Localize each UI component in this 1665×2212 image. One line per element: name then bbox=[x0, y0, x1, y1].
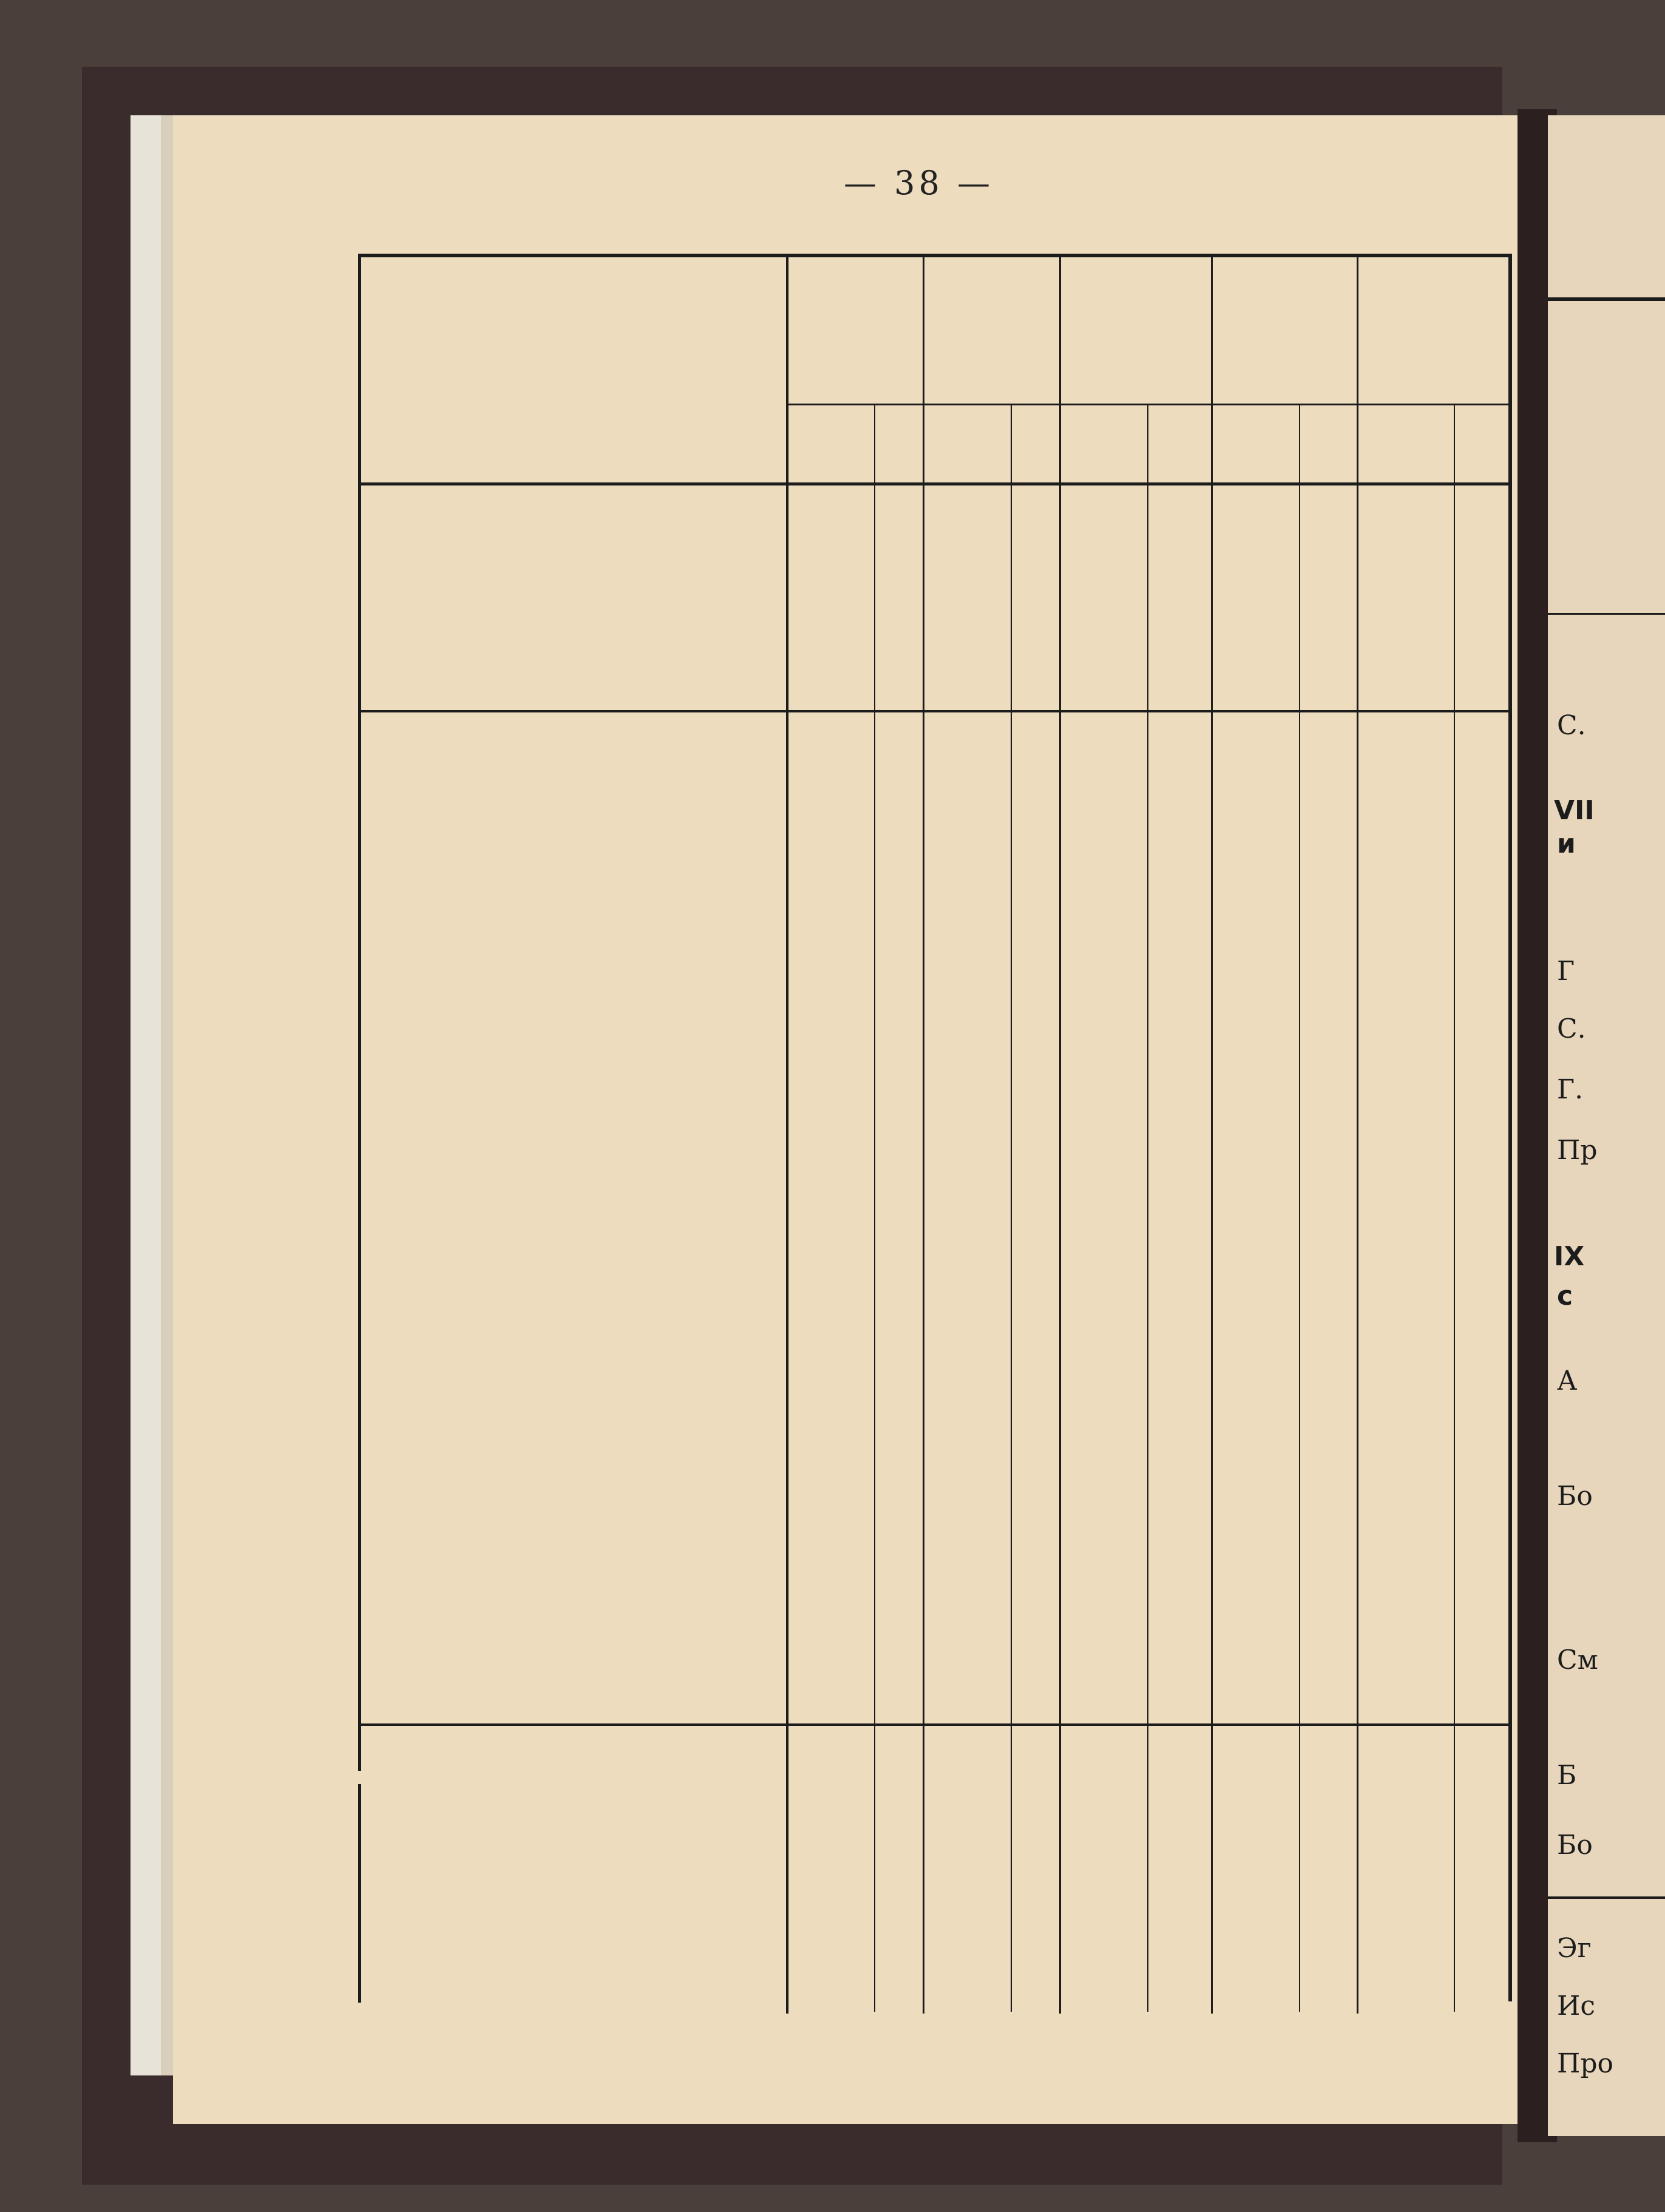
right-page-fragment: Г. bbox=[1557, 1074, 1584, 1105]
right-page-fragment: См bbox=[1557, 1645, 1598, 1676]
header-subgroup-rule bbox=[786, 404, 1511, 405]
right-page-top-rule bbox=[1548, 297, 1665, 301]
right-page-rule bbox=[1548, 613, 1665, 615]
table-top-rule bbox=[361, 254, 1511, 257]
group-divider bbox=[1357, 254, 1358, 2014]
right-page-fragment: С. bbox=[1557, 710, 1586, 741]
right-page bbox=[1548, 115, 1665, 2136]
right-page-rule-lower bbox=[1548, 1896, 1665, 1899]
table-left-rule-lower bbox=[358, 1784, 361, 2003]
right-page-fragment: Ис bbox=[1557, 1990, 1596, 2021]
left-page bbox=[173, 115, 1536, 2124]
right-page-fragment: Г bbox=[1557, 956, 1575, 987]
right-page-fragment: с bbox=[1557, 1280, 1573, 1311]
right-page-fragment: Б bbox=[1557, 1760, 1577, 1791]
right-page-fragment: Бо bbox=[1557, 1481, 1593, 1512]
subcolumn-divider bbox=[1454, 404, 1455, 2012]
right-page-fragment: А bbox=[1557, 1365, 1578, 1396]
subtotal-rule bbox=[361, 710, 1511, 712]
table-right-rule bbox=[1508, 254, 1512, 2001]
right-page-fragment: и bbox=[1557, 828, 1576, 859]
group-divider bbox=[1059, 254, 1061, 2014]
subcolumn-divider bbox=[1147, 404, 1148, 2012]
subcolumn-divider bbox=[1011, 404, 1012, 2012]
group-divider bbox=[923, 254, 924, 2014]
label-column-rule bbox=[786, 254, 788, 2014]
right-page-fragment: Бо bbox=[1557, 1830, 1593, 1861]
right-page-fragment: Про bbox=[1557, 2048, 1614, 2079]
header-bottom-rule bbox=[361, 482, 1511, 485]
subtotal-rule bbox=[361, 1723, 1511, 1726]
right-page-fragment: VII bbox=[1554, 795, 1595, 826]
subcolumn-divider bbox=[1299, 404, 1300, 2012]
right-page-fragment: Эг bbox=[1557, 1933, 1592, 1964]
page-number: — 38 — bbox=[844, 164, 994, 202]
right-page-fragment: IX bbox=[1554, 1241, 1585, 1272]
right-page-fragment: Пр bbox=[1557, 1135, 1598, 1166]
group-divider bbox=[1211, 254, 1213, 2014]
subcolumn-divider bbox=[874, 404, 875, 2012]
table-left-rule bbox=[358, 254, 361, 1771]
right-page-fragment: С. bbox=[1557, 1013, 1586, 1044]
